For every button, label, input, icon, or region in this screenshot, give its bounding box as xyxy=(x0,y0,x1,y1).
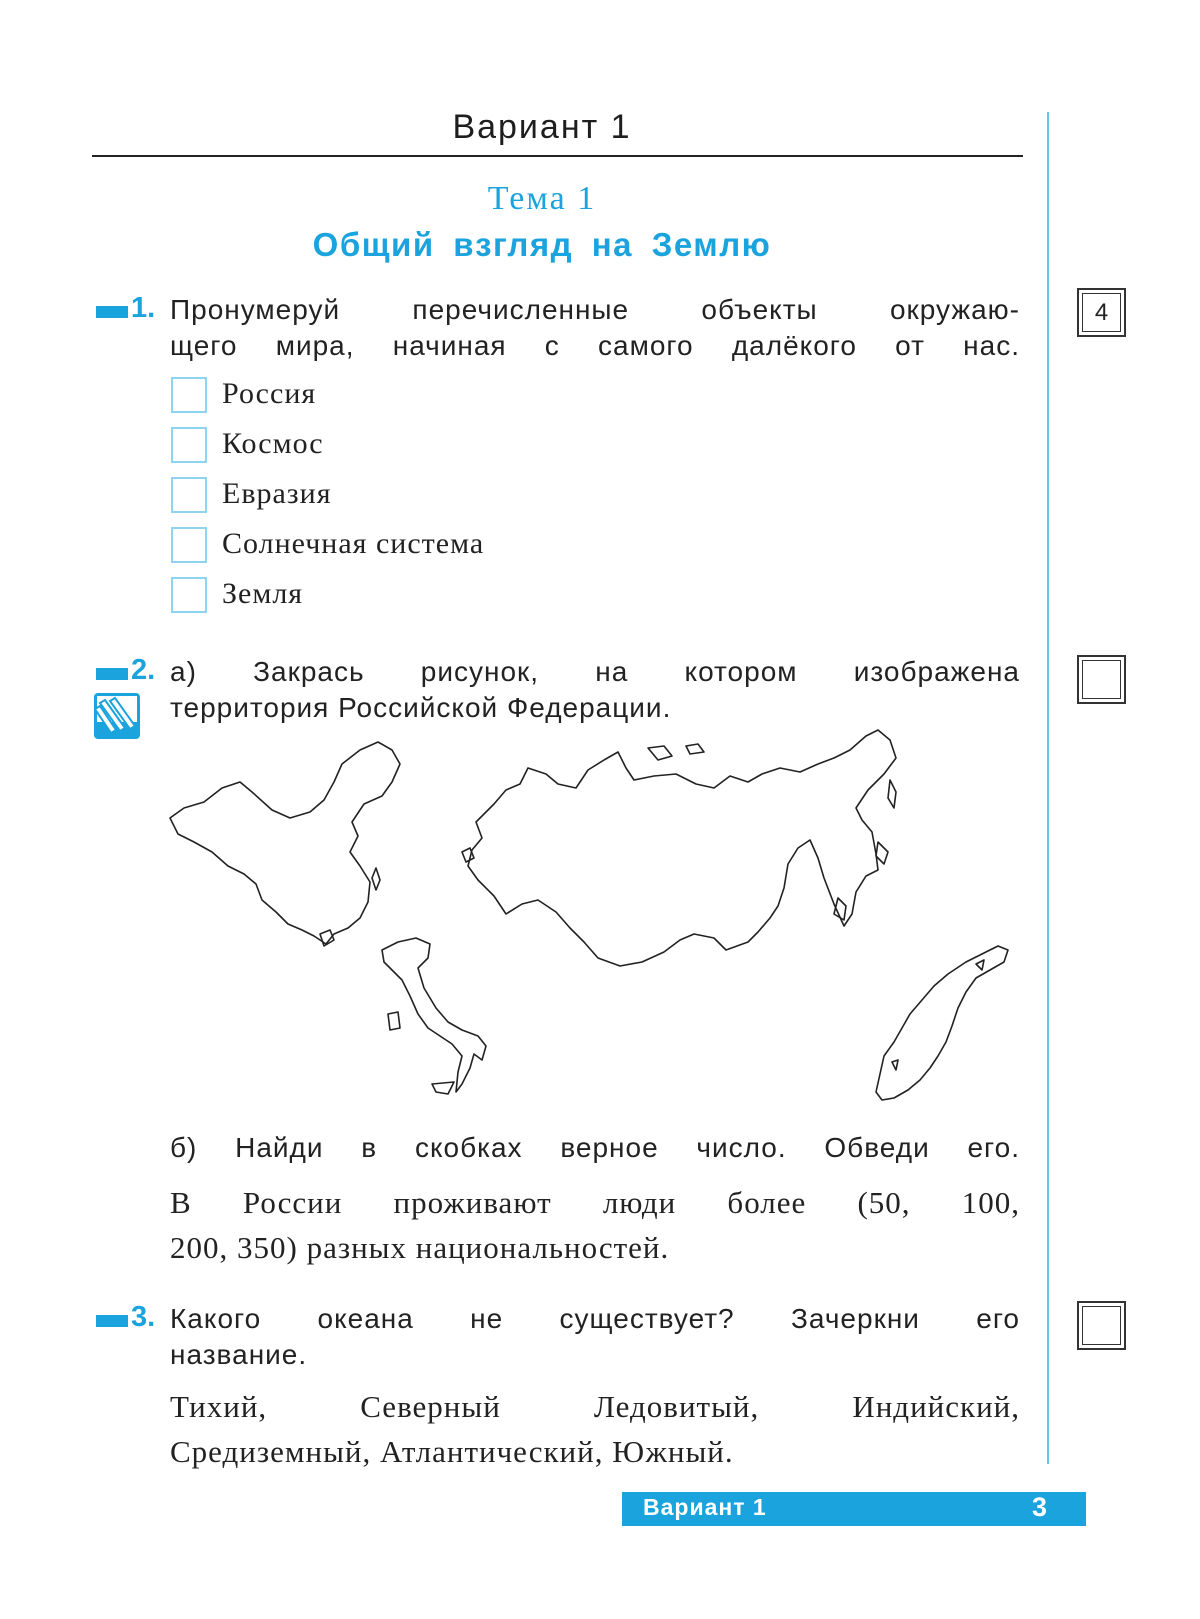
score-box-task-1[interactable] xyxy=(1077,288,1126,337)
task-marker-icon xyxy=(96,306,128,318)
task-2b-body-line-1: В России проживают люди более (50, 100, xyxy=(170,1185,1020,1220)
map-china[interactable] xyxy=(164,740,404,950)
task-marker-icon xyxy=(96,668,128,680)
task-2-number: 2. xyxy=(131,654,156,686)
task-3-line-1: Какого океана не существует? Зачеркни его xyxy=(170,1303,1020,1334)
score-value xyxy=(1082,1306,1121,1345)
task-3-text xyxy=(170,1301,1020,1373)
task-marker-icon xyxy=(96,1315,128,1327)
task-1-line-2: щего мира, начиная с самого далёкого от нас. xyxy=(170,330,1020,361)
task-2b-line: б) Найди в скобках верное число. Обведи его. xyxy=(170,1132,1020,1163)
page-number: 3 xyxy=(1032,1492,1048,1522)
option-label: Евразия xyxy=(222,477,332,510)
answer-box-2[interactable] xyxy=(171,427,207,463)
score-box-task-3[interactable] xyxy=(1077,1301,1126,1350)
option-label: Космос xyxy=(222,427,324,460)
theme-label: Тема 1 xyxy=(487,180,597,217)
answer-box-1[interactable] xyxy=(171,377,207,413)
option-label: Земля xyxy=(222,577,304,610)
task-1-line-1: Пронумеруй перечисленные объекты окружаю- xyxy=(170,294,1020,325)
task-3-line-2: название. xyxy=(170,1339,308,1370)
oceans-line-2[interactable]: Средиземный, Атлантический, Южный. xyxy=(170,1434,734,1469)
footer-label: Вариант 1 xyxy=(643,1494,767,1520)
score-value xyxy=(1082,660,1121,699)
map-italy[interactable] xyxy=(378,936,498,1096)
task-2b-text xyxy=(170,1130,1020,1166)
map-russia[interactable] xyxy=(458,728,918,988)
task-1-text xyxy=(170,292,1020,364)
task-1-number: 1. xyxy=(131,292,156,324)
title-divider xyxy=(92,155,1023,157)
answer-box-5[interactable] xyxy=(171,577,207,613)
task-2b-body xyxy=(170,1180,1020,1270)
margin-line xyxy=(1047,112,1049,1464)
task-2a-line-2: территория Российской Федерации. xyxy=(170,692,672,723)
variant-title: Вариант 1 xyxy=(452,108,632,146)
pencils-icon xyxy=(94,693,140,739)
task-3-number: 3. xyxy=(131,1301,156,1333)
task-2a-text xyxy=(170,654,1020,726)
answer-box-4[interactable] xyxy=(171,527,207,563)
option-label: Россия xyxy=(222,377,317,410)
option-label: Солнечная система xyxy=(222,527,485,560)
task-2b-body-line-2: 200, 350) разных национальностей. xyxy=(170,1230,670,1265)
task-2a-line-1: а) Закрась рисунок, на котором изображена xyxy=(170,656,1020,687)
map-norway[interactable] xyxy=(872,942,1012,1102)
oceans-list xyxy=(170,1384,1020,1474)
oceans-line-1[interactable]: Тихий, Северный Ледовитый, Индийский, xyxy=(170,1389,1020,1424)
score-box-task-2[interactable] xyxy=(1077,655,1126,704)
score-value: 4 xyxy=(1082,293,1121,332)
answer-box-3[interactable] xyxy=(171,477,207,513)
theme-name: Общий взгляд на Землю xyxy=(312,226,772,263)
